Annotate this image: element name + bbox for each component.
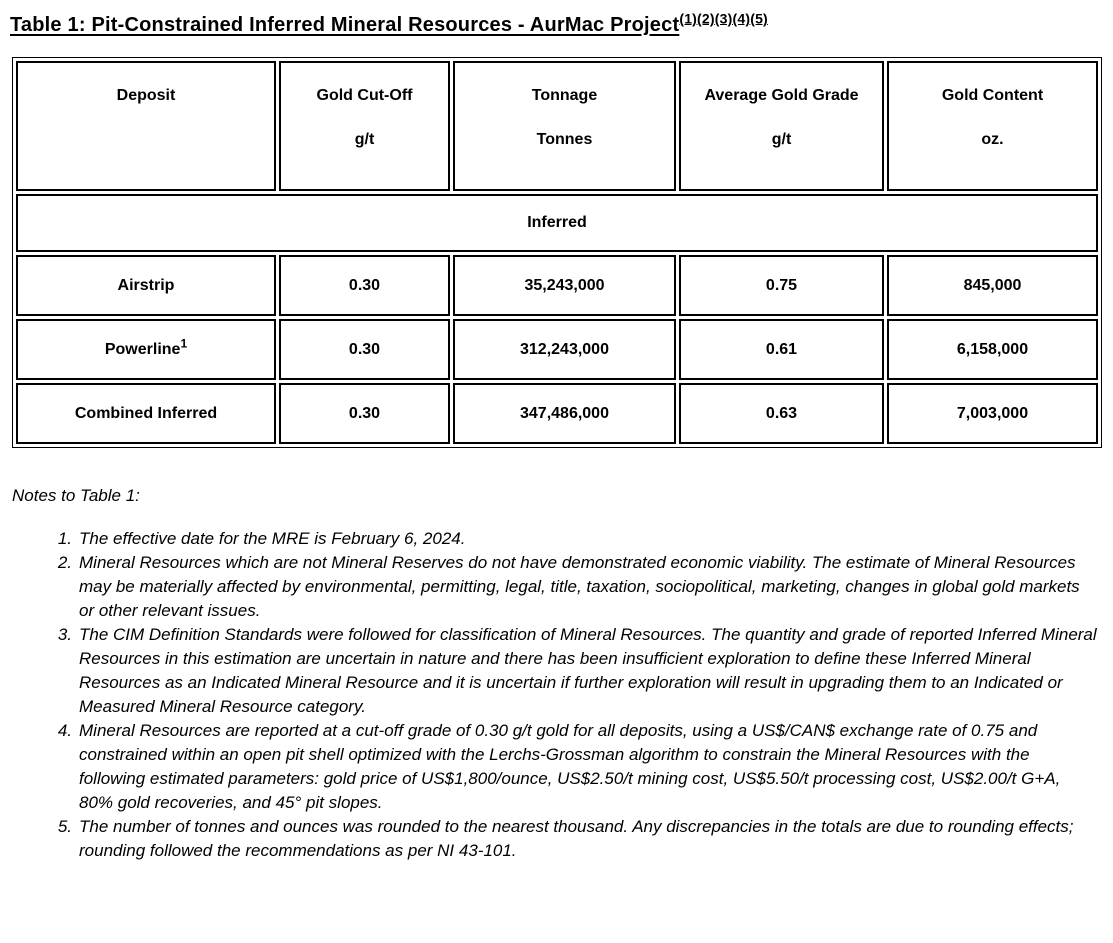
note-number: 2. <box>57 553 72 572</box>
table-row <box>16 319 1098 380</box>
footnote-ref-4: (4) <box>732 10 751 27</box>
note-item-1 <box>46 527 1103 551</box>
header-gold-cutoff <box>279 61 450 191</box>
deposit-name: Airstrip <box>117 276 175 294</box>
footnote-ref-1: (1) <box>679 10 698 27</box>
deposit-name: Powerline <box>104 340 181 358</box>
header-row <box>16 61 1098 191</box>
notes-section <box>10 484 1103 863</box>
note-item-2 <box>46 551 1103 623</box>
cell-tonnage: 35,243,000 <box>453 255 676 316</box>
cell-average-gold-grade: 0.75 <box>679 255 884 316</box>
notes-heading: Notes to Table 1: <box>12 486 140 505</box>
header-gold-cutoff-unit: g/t <box>354 131 375 148</box>
note-number: 1. <box>57 529 72 548</box>
table-row <box>16 383 1098 444</box>
table-row <box>16 255 1098 316</box>
header-gold-cutoff-label: Gold Cut-Off <box>316 87 413 104</box>
cell-gold-content: 7,003,000 <box>887 383 1098 444</box>
deposit-name: Combined Inferred <box>74 404 218 422</box>
cell-gold-content: 845,000 <box>887 255 1098 316</box>
table-title <box>10 10 1103 37</box>
header-tonnage-label: Tonnage <box>531 87 598 104</box>
cell-deposit <box>16 319 276 380</box>
footnote-ref-2: (2) <box>697 10 715 27</box>
note-item-5 <box>46 815 1103 863</box>
note-number: 5. <box>57 817 72 836</box>
cell-average-gold-grade: 0.61 <box>679 319 884 380</box>
section-label-inferred: Inferred <box>16 194 1098 252</box>
note-number: 3. <box>57 625 72 644</box>
header-deposit-label: Deposit <box>116 87 176 104</box>
header-gold-content-label: Gold Content <box>941 87 1044 104</box>
header-tonnage <box>453 61 676 191</box>
note-text: The CIM Definition Standards were followed for classification of Mineral Resources. The quantity and grade of reported Inferred Mineral Resources in this estimation are uncertain in nature and there has been insufficient exploration to define these Inferred Mineral Resources as an Indicated Mineral Resource and it is uncertain if further exploration will result in upgrading them to an Indicated or Measured Mineral Resource category. <box>79 625 1097 716</box>
note-text: Mineral Resources are reported at a cut-off grade of 0.30 g/t gold for all deposits, using a US$/CAN$ exchange rate of 0.75 and constrained within an open pit shell optimized with the Lerchs-Grossman algorithm to constrain the Mineral Resources with the following estimated parameters: gold price of US$1,800/ounce, US$2.50/t mining cost, US$5.50/t processing cost, US$2.00/t G+A, 80% gold recoveries, and 45° pit slopes. <box>79 721 1061 812</box>
cell-deposit <box>16 383 276 444</box>
header-average-gold-grade <box>679 61 884 191</box>
header-gold-content-unit: oz. <box>981 131 1004 148</box>
cell-gold-cutoff: 0.30 <box>279 255 450 316</box>
header-deposit <box>16 61 276 191</box>
note-number: 4. <box>57 721 72 740</box>
cell-average-gold-grade: 0.63 <box>679 383 884 444</box>
table-title-text: Table 1: Pit-Constrained Inferred Mineral Resources - AurMac Project <box>10 14 680 36</box>
note-text: Mineral Resources which are not Mineral Reserves do not have demonstrated economic viability. The estimate of Mineral Resources may be materially affected by environmental, permitting, legal, title, taxation, sociopolitical, marketing, changes in global gold markets or other relevant issues. <box>79 553 1080 620</box>
note-text: The number of tonnes and ounces was rounded to the nearest thousand. Any discrepancies in the totals are due to rounding effects; rounding followed the recommendations as per NI 43-101. <box>79 817 1074 860</box>
section-row <box>16 194 1098 252</box>
header-tonnage-unit: Tonnes <box>536 131 593 148</box>
cell-gold-cutoff: 0.30 <box>279 383 450 444</box>
deposit-footnote: 1 <box>180 336 188 351</box>
cell-tonnage: 347,486,000 <box>453 383 676 444</box>
note-item-3 <box>46 623 1103 719</box>
header-gold-content <box>887 61 1098 191</box>
cell-gold-cutoff: 0.30 <box>279 319 450 380</box>
cell-gold-content: 6,158,000 <box>887 319 1098 380</box>
header-average-gold-grade-unit: g/t <box>771 131 792 148</box>
notes-list <box>10 527 1103 863</box>
footnote-ref-5: (5) <box>750 10 768 27</box>
mineral-resources-table <box>12 57 1102 448</box>
cell-deposit <box>16 255 276 316</box>
cell-tonnage: 312,243,000 <box>453 319 676 380</box>
note-text: The effective date for the MRE is February 6, 2024. <box>79 529 466 548</box>
footnote-ref-3: (3) <box>714 10 733 27</box>
header-average-gold-grade-label: Average Gold Grade <box>704 87 859 104</box>
note-item-4 <box>46 719 1103 815</box>
